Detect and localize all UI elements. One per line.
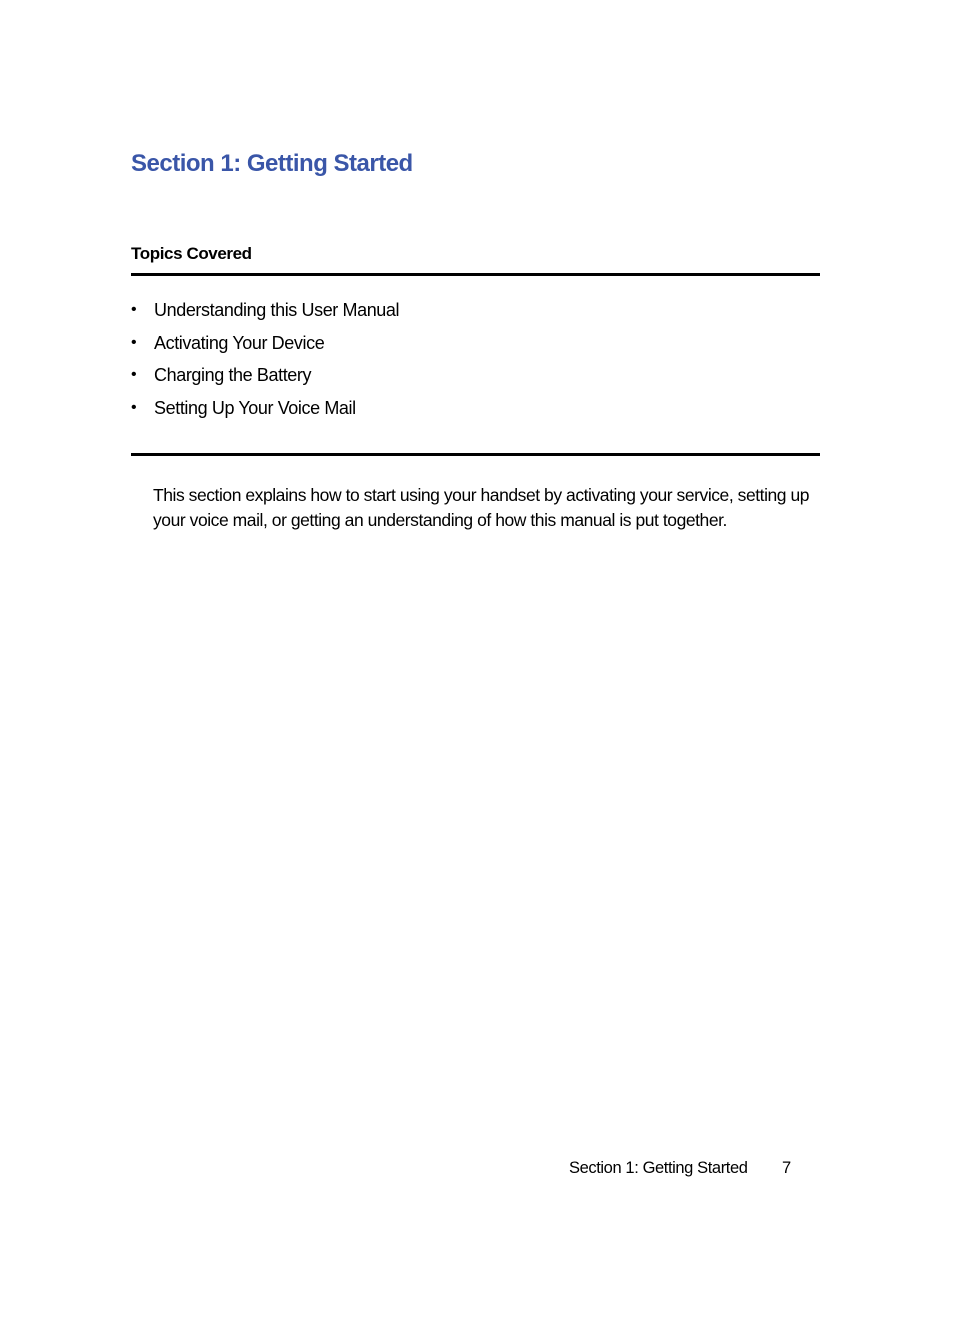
topic-activating-device: Activating Your Device (154, 332, 325, 353)
topic-voice-mail: Setting Up Your Voice Mail (154, 397, 356, 418)
page-title: Section 1: Getting Started (131, 150, 413, 177)
bullet-icon: • (131, 366, 137, 383)
bullet-icon: • (131, 398, 137, 416)
topics-heading: Topics Covered (131, 244, 252, 263)
bullet-icon: • (131, 333, 137, 351)
page-number: 7 (782, 1159, 792, 1177)
top-rule (131, 273, 820, 276)
bullet-icon: • (131, 301, 137, 318)
topic-charging-battery: Charging the Battery (154, 365, 312, 385)
bottom-rule (131, 453, 820, 456)
topic-understanding-manual: Understanding this User Manual (154, 300, 400, 320)
intro-paragraph: This section explains how to start using your handset by activating your service, setting up your voice mail, or getting an understanding of how this manual is put together. (153, 485, 810, 530)
footer-section-title: Section 1: Getting Started (569, 1159, 748, 1177)
